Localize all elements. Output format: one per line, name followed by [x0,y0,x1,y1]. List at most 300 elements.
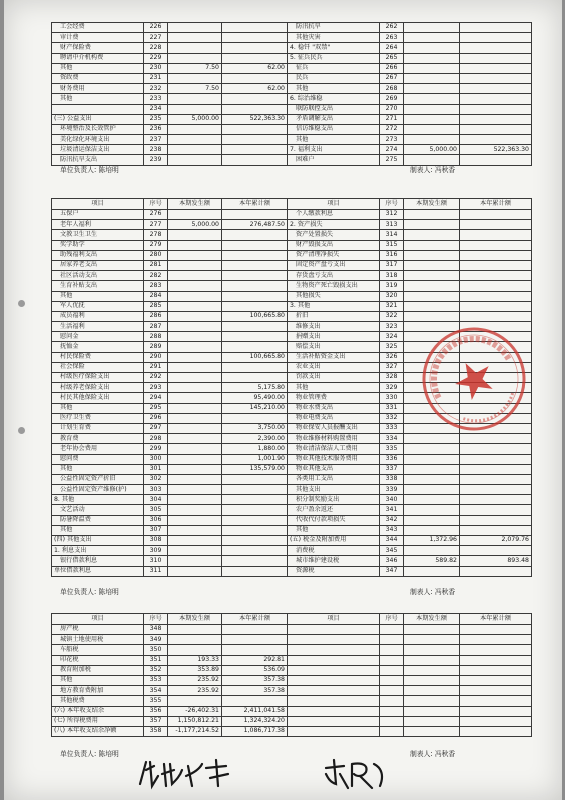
table-row [52,33,532,43]
header-item: 项目 [288,199,380,210]
row-item: 公益性固定资产折旧 [52,474,144,484]
row-period-amount [404,230,460,240]
row-period-amount [168,43,222,53]
row-ytd-amount [222,373,288,383]
row-period-amount [168,362,222,372]
row-ytd-amount [222,210,288,220]
row-item: 慰问金 [52,332,144,342]
row-seq: 355 [144,696,168,706]
row-item: (五) 税金及附加费用 [288,536,380,546]
row-item: 民兵 [288,73,380,83]
row-seq: 327 [380,362,404,372]
row-seq: 302 [144,474,168,484]
row-ytd-amount [460,240,532,250]
row-seq: 351 [144,655,168,665]
row-ytd-amount [222,536,288,546]
row-item: 捐赠支出 [288,332,380,342]
row-seq: 295 [144,403,168,413]
row-item: 物业其他技术服务费用 [288,454,380,464]
table-row [52,43,532,53]
row-seq: 276 [144,210,168,220]
table-header-row [52,199,532,210]
row-seq: 281 [144,260,168,270]
row-seq: 233 [144,94,168,104]
row-ytd-amount [460,485,532,495]
row-seq: 231 [144,73,168,83]
row-ytd-amount [460,515,532,525]
empty-cell [380,716,404,726]
row-item: 物业清洁保洁人工费用 [288,444,380,454]
row-ytd-amount [222,495,288,505]
row-period-amount: 7.50 [168,63,222,73]
row-seq: 313 [380,220,404,230]
row-seq: 266 [380,63,404,73]
row-seq: 326 [380,352,404,362]
empty-cell [460,635,532,645]
row-period-amount [168,454,222,464]
table-row [52,23,532,33]
row-period-amount [168,393,222,403]
table-header-row [52,614,532,625]
row-ytd-amount: 5,175.80 [222,383,288,393]
header-ytd: 本年累计额 [460,199,532,210]
row-item: 其他 [288,135,380,145]
row-period-amount [168,23,222,33]
row-item: 资产清理净损失 [288,250,380,260]
row-seq: 323 [380,322,404,332]
row-seq: 318 [380,271,404,281]
row-ytd-amount: 100,665.80 [222,311,288,321]
header-seq: 序号 [144,614,168,625]
row-period-amount [404,114,460,124]
table-row [52,53,532,63]
row-item: 公益性固定资产维修(护) [52,485,144,495]
row-period-amount: 5,000.00 [168,114,222,124]
row-item: 老年人福利 [52,220,144,230]
empty-cell [460,655,532,665]
row-period-amount [168,434,222,444]
row-item: 城市维护建设税 [288,556,380,566]
row-period-amount [404,301,460,311]
row-period-amount [168,485,222,495]
row-ytd-amount [222,505,288,515]
row-seq: 319 [380,281,404,291]
row-ytd-amount [460,124,532,134]
row-period-amount [404,474,460,484]
row-ytd-amount: 292.81 [222,655,288,665]
row-period-amount [168,566,222,576]
row-ytd-amount [460,23,532,33]
row-item: 成员福利 [52,311,144,321]
row-seq: 317 [380,260,404,270]
row-seq: 343 [380,525,404,535]
row-item: 消费税 [288,546,380,556]
row-ytd-amount [460,566,532,576]
row-ytd-amount [222,322,288,332]
row-period-amount [168,311,222,321]
row-seq: 298 [144,434,168,444]
row-item: 其他 [288,525,380,535]
row-seq: 307 [144,525,168,535]
table-row [52,515,532,525]
row-seq: 232 [144,84,168,94]
row-ytd-amount [460,546,532,556]
row-item: 2. 资产损失 [288,220,380,230]
row-item: 资政费 [52,73,144,83]
row-ytd-amount [222,413,288,423]
table-row [52,635,532,645]
row-item: 审计费 [52,33,144,43]
row-ytd-amount: 536.09 [222,665,288,675]
row-seq: 290 [144,352,168,362]
table-row [52,706,532,716]
row-ytd-amount [460,43,532,53]
row-seq: 320 [380,291,404,301]
row-ytd-amount: 62.00 [222,63,288,73]
row-item: 文艺活动 [52,505,144,515]
row-item [52,104,144,114]
row-seq: 338 [380,474,404,484]
row-item: 财务费用 [52,84,144,94]
table-row [52,546,532,556]
row-item: 资产处置损失 [288,230,380,240]
table-row [52,94,532,104]
empty-cell [288,655,380,665]
row-seq: 328 [380,373,404,383]
row-item: 慰问费 [52,454,144,464]
table-row [52,73,532,83]
row-seq: 239 [144,155,168,165]
row-item: 单位借款利息 [52,566,144,576]
row-ytd-amount [222,94,288,104]
row-ytd-amount [460,291,532,301]
row-ytd-amount [460,505,532,515]
row-ytd-amount: 1,324,324.20 [222,716,288,726]
row-item: 车船税 [52,645,144,655]
row-seq: 297 [144,423,168,433]
row-seq: 280 [144,250,168,260]
row-item: 村民其他保险支出 [52,393,144,403]
row-period-amount [168,403,222,413]
row-seq: 271 [380,114,404,124]
row-ytd-amount [222,53,288,63]
row-ytd-amount: 276,487.50 [222,220,288,230]
empty-cell [380,696,404,706]
row-seq: 289 [144,342,168,352]
row-period-amount: 193.33 [168,655,222,665]
preparer-label: 制表人: 冯秋香 [410,750,456,758]
row-seq: 335 [380,444,404,454]
empty-cell [404,625,460,635]
row-ytd-amount [222,485,288,495]
row-period-amount [168,240,222,250]
row-item: 折旧 [288,311,380,321]
row-period-amount [404,23,460,33]
table-row [52,696,532,706]
row-item: 物业管理费 [288,393,380,403]
row-seq: 305 [144,505,168,515]
empty-cell [380,726,404,736]
row-period-amount: -1,177,214.52 [168,726,222,736]
row-period-amount [168,271,222,281]
row-item: 生活补贴资金支出 [288,352,380,362]
row-period-amount [168,33,222,43]
row-item: 资源税 [288,566,380,576]
row-period-amount [404,94,460,104]
row-seq: 356 [144,706,168,716]
row-period-amount [168,536,222,546]
row-period-amount [404,63,460,73]
table-row [52,114,532,124]
row-period-amount [404,53,460,63]
row-item: 防暑降温费 [52,515,144,525]
table-row [52,291,532,301]
row-item: 垃圾清运保洁支出 [52,145,144,155]
row-ytd-amount [222,696,288,706]
row-period-amount [168,250,222,260]
header-item: 项目 [52,614,144,625]
row-ytd-amount [222,43,288,53]
empty-cell [460,696,532,706]
row-ytd-amount [460,260,532,270]
table-row [52,525,532,535]
row-item: 其他 [52,63,144,73]
row-period-amount: 5,000.00 [404,145,460,155]
row-period-amount [404,43,460,53]
table-row [52,726,532,736]
row-item: 5. 征兵民兵 [288,53,380,63]
row-period-amount: 7.50 [168,84,222,94]
row-seq: 279 [144,240,168,250]
row-ytd-amount [460,454,532,464]
row-seq: 275 [380,155,404,165]
row-seq: 227 [144,33,168,43]
table-row [52,220,532,230]
row-seq: 269 [380,94,404,104]
unit-head-label: 单位负责人: 陈培明 [60,588,119,596]
row-period-amount [168,210,222,220]
table-row [52,505,532,515]
unit-head-label: 单位负责人: 陈培明 [60,750,119,758]
row-period-amount [404,271,460,281]
table-row [52,84,532,94]
row-period-amount [168,291,222,301]
table-row [52,716,532,726]
table-row [52,230,532,240]
row-item: 困难户 [288,155,380,165]
empty-cell [288,645,380,655]
table-row [52,260,532,270]
row-ytd-amount: 1,086,717.38 [222,726,288,736]
row-item: 奖学助学 [52,240,144,250]
row-seq: 337 [380,464,404,474]
row-item: 防汛抗旱支出 [52,155,144,165]
row-item: 教育附加税 [52,665,144,675]
empty-cell [460,686,532,696]
row-ytd-amount [222,73,288,83]
row-seq: 282 [144,271,168,281]
row-ytd-amount [222,155,288,165]
row-item: 房产税 [52,625,144,635]
row-ytd-amount [222,260,288,270]
row-ytd-amount: 62.00 [222,84,288,94]
row-ytd-amount [222,145,288,155]
row-period-amount [168,230,222,240]
row-item: 矛盾调解支出 [288,114,380,124]
table-row [52,301,532,311]
header-ytd: 本年累计额 [222,614,288,625]
row-period-amount: 353.89 [168,665,222,675]
row-seq: 321 [380,301,404,311]
row-ytd-amount [460,220,532,230]
row-period-amount [404,485,460,495]
row-item: 社区活动支出 [52,271,144,281]
empty-cell [460,726,532,736]
row-item: (七) 所得税费用 [52,716,144,726]
row-seq: 309 [144,546,168,556]
row-item: 生育补贴支出 [52,281,144,291]
row-period-amount [168,301,222,311]
row-item: 物业其他支出 [288,464,380,474]
row-seq: 268 [380,84,404,94]
row-period-amount [168,635,222,645]
row-period-amount [168,373,222,383]
row-seq: 333 [380,423,404,433]
table-row [52,250,532,260]
row-item: 其他支出 [288,485,380,495]
header-item: 项目 [288,614,380,625]
row-period-amount [168,444,222,454]
row-ytd-amount [222,124,288,134]
row-ytd-amount: 2,390.00 [222,434,288,444]
row-period-amount [168,260,222,270]
row-item: 银行借款利息 [52,556,144,566]
empty-cell [460,716,532,726]
empty-cell [288,696,380,706]
row-seq: 332 [380,413,404,423]
row-seq: 312 [380,210,404,220]
empty-cell [404,665,460,675]
row-item: 美化绿化环境支出 [52,135,144,145]
row-ytd-amount: 893.48 [460,556,532,566]
row-item: 村民保险费 [52,352,144,362]
row-ytd-amount [222,515,288,525]
unit-head-label: 单位负责人: 陈培明 [60,166,119,174]
row-seq: 277 [144,220,168,230]
row-item: 环境整治及长效管护 [52,124,144,134]
row-item: 其他税费 [52,696,144,706]
empty-cell [460,645,532,655]
table-row [52,675,532,685]
row-ytd-amount [222,332,288,342]
row-seq: 316 [380,250,404,260]
row-period-amount [168,104,222,114]
row-seq: 339 [380,485,404,495]
row-seq: 284 [144,291,168,301]
empty-cell [404,696,460,706]
empty-cell [404,686,460,696]
row-period-amount [168,423,222,433]
empty-cell [380,625,404,635]
row-ytd-amount [222,625,288,635]
row-ytd-amount: 95,490.00 [222,393,288,403]
row-item: 其他 [52,464,144,474]
row-item: (四) 其他支出 [52,536,144,546]
table-row [52,271,532,281]
empty-cell [380,675,404,685]
row-item: 1. 利息支出 [52,546,144,556]
row-seq: 273 [380,135,404,145]
row-period-amount: 1,150,812.21 [168,716,222,726]
row-seq: 304 [144,495,168,505]
row-period-amount [168,413,222,423]
row-seq: 322 [380,311,404,321]
row-seq: 311 [144,566,168,576]
punch-hole-icon [18,300,25,307]
row-ytd-amount [222,342,288,352]
empty-cell [404,726,460,736]
row-seq: 344 [380,536,404,546]
row-ytd-amount: 1,001.90 [222,454,288,464]
row-ytd-amount [460,94,532,104]
row-period-amount [404,220,460,230]
row-seq: 358 [144,726,168,736]
punch-hole-icon [18,427,25,434]
row-item: 罚款支出 [288,373,380,383]
row-seq: 263 [380,33,404,43]
row-period-amount [168,94,222,104]
row-ytd-amount [460,474,532,484]
table-row [52,145,532,155]
row-period-amount [404,260,460,270]
row-ytd-amount: 522,363.30 [460,145,532,155]
row-period-amount [404,546,460,556]
row-ytd-amount [222,135,288,145]
row-item: 物业水费支出 [288,403,380,413]
row-period-amount [404,464,460,474]
table-row [52,485,532,495]
row-seq: 354 [144,686,168,696]
row-item: 各类用工支出 [288,474,380,484]
header-period: 本期发生额 [404,199,460,210]
empty-cell [404,645,460,655]
row-item: 其他 [288,383,380,393]
row-item: 维修支出 [288,322,380,332]
row-ytd-amount [222,230,288,240]
row-seq: 303 [144,485,168,495]
row-ytd-amount [460,495,532,505]
row-seq: 310 [144,556,168,566]
row-period-amount [404,281,460,291]
table-row [52,625,532,635]
table-row [52,495,532,505]
empty-cell [380,686,404,696]
row-period-amount [404,250,460,260]
row-period-amount: 235.92 [168,686,222,696]
row-period-amount [168,53,222,63]
empty-cell [460,706,532,716]
row-period-amount [168,696,222,706]
row-period-amount: 589.82 [404,556,460,566]
row-period-amount [404,73,460,83]
row-period-amount [168,495,222,505]
row-ytd-amount [460,63,532,73]
table-row [52,135,532,145]
empty-cell [288,726,380,736]
empty-cell [288,706,380,716]
row-seq: 330 [380,393,404,403]
row-item: 赔偿支出 [288,342,380,352]
